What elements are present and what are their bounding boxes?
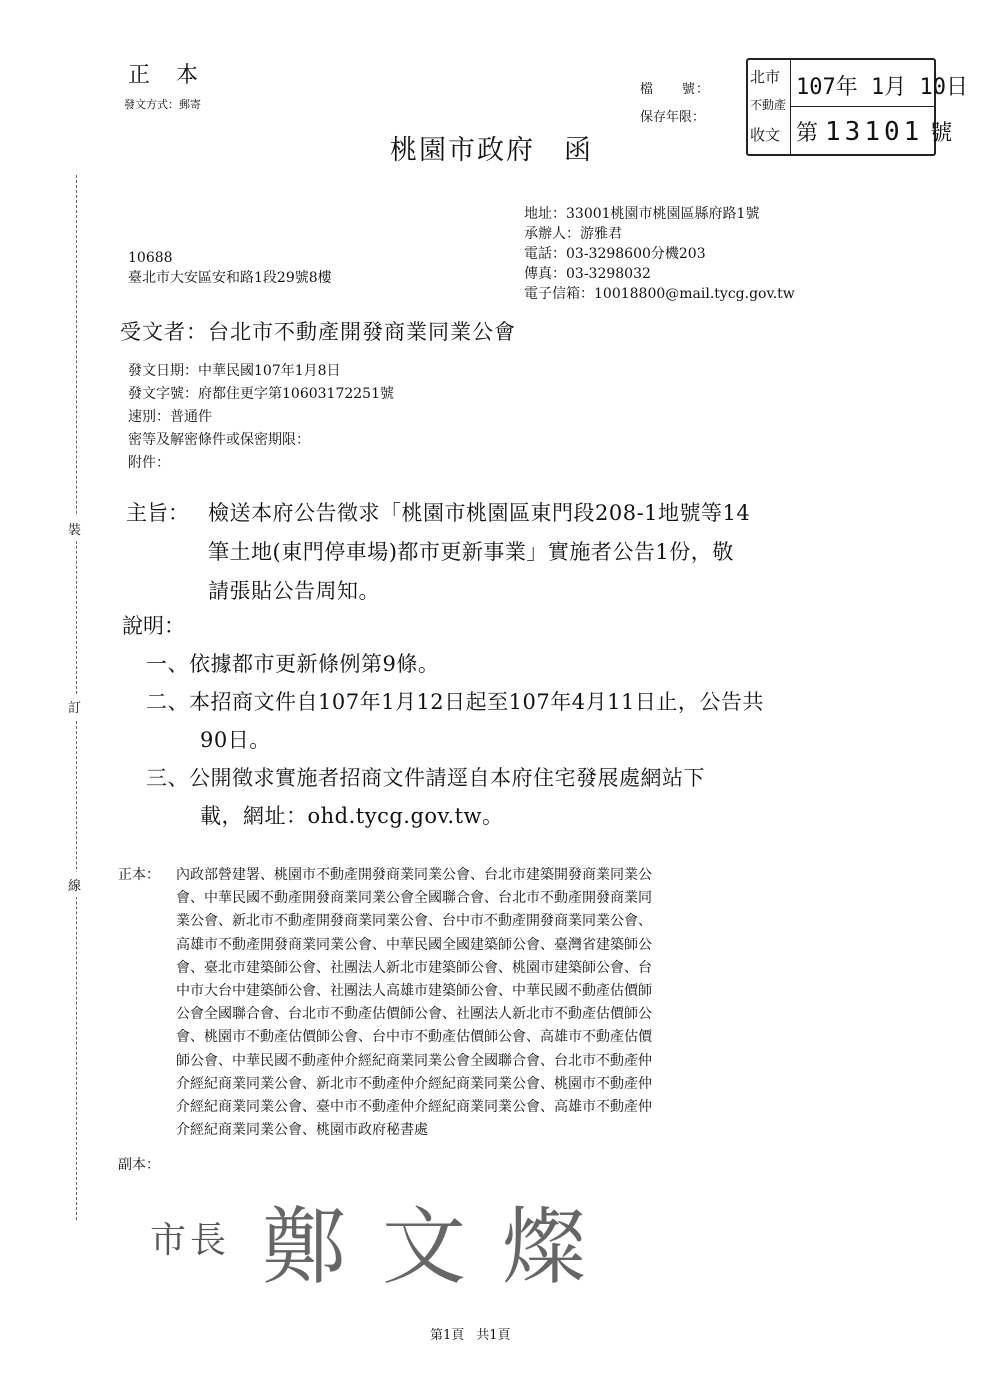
stamp-number: 13101 xyxy=(825,117,924,147)
distribution-line: 介經紀商業同業公會、新北市不動產仲介經紀商業同業公會、桃園市不動產仲 xyxy=(176,1075,652,1092)
distribution-line: 會、中華民國不動產開發商業同業公會全國聯合會、台北市不動產開發商業同 xyxy=(176,890,652,907)
explanation-item: 一、依據都市更新條例第9條。 xyxy=(146,652,440,676)
retention-period-label: 保存年限： xyxy=(640,110,706,125)
stamp-org-column xyxy=(748,60,791,154)
distribution-line: 業公會、新北市不動產開發商業同業公會、台中市不動產開發商業同業公會、 xyxy=(176,913,652,930)
recipient-mailing-address xyxy=(128,248,332,288)
stamp-number-row xyxy=(796,116,952,147)
send-method: 發文方式：郵寄 xyxy=(124,98,201,111)
distribution-line: 介經紀商業同業公會、桃園市政府秘書處 xyxy=(176,1122,428,1139)
distribution-line: 中市大台中建築師公會、社團法人高雄市建築師公會、中華民國不動產估價師 xyxy=(176,983,652,999)
file-number-label: 檔 號： xyxy=(640,82,711,97)
stamp-number-prefix: 第 xyxy=(796,121,819,146)
stamp-org-line: 不動產 xyxy=(750,98,787,112)
explanation-label: 說明： xyxy=(122,614,185,638)
cc-label: 副本： xyxy=(118,1157,160,1173)
distribution-line: 師公會、中華民國不動產仲介經紀商業同業公會全國聯合會、台北市不動產仲 xyxy=(176,1052,652,1069)
subject-label: 主旨： xyxy=(126,501,189,525)
contact-phone: 電話：03-3298600分機203 xyxy=(524,246,706,262)
distribution-line: 公會全國聯合會、台北市不動產估價師公會、社團法人新北市不動產估價師公 xyxy=(176,1006,652,1023)
attachments: 附件： xyxy=(128,455,170,471)
document-title: 桃園市政府 函 xyxy=(390,135,593,166)
explanation-item: 二、本招商文件自107年1月12日起至107年4月11日止，公告共 xyxy=(146,690,764,714)
distribution-label: 正本： xyxy=(118,867,160,883)
binding-mark-ding: 訂 xyxy=(68,694,81,719)
distribution-line: 介經紀商業同業公會、臺中市不動產仲介經紀商業同業公會、高雄市不動產仲 xyxy=(176,1099,652,1115)
explanation-item-continued: 90日。 xyxy=(200,728,271,752)
subject-line: 請張貼公告周知。 xyxy=(208,579,380,603)
stamp-date: 107年 1月 10日 xyxy=(796,75,968,100)
subject-line: 檢送本府公告徵求「桃園市桃園區東門段208-1地號等14 xyxy=(208,501,751,525)
explanation-item: 三、公開徵求實施者招商文件請逕自本府住宅發展處網站下 xyxy=(146,766,705,790)
distribution-line: 高雄市不動產開發商業同業公會、中華民國全國建築師公會、臺灣省建築師公 xyxy=(176,936,652,953)
contact-officer: 承辦人：游雅君 xyxy=(524,226,622,242)
stamp-org-line: 收文 xyxy=(750,126,781,144)
contact-address: 地址：33001桃園市桃園區縣府路1號 xyxy=(524,206,760,222)
distribution-line: 會、臺北市建築師公會、社團法人新北市建築師公會、桃園市建築師公會、台 xyxy=(176,959,652,976)
document-number: 發文字號：府都住更字第10603172251號 xyxy=(128,386,394,402)
sender-contact xyxy=(524,204,795,304)
distribution-line: 內政部營建署、桃園市不動產開發商業同業公會、台北市建築開發商業同業公 xyxy=(176,867,652,883)
copy-type: 正本 xyxy=(128,63,225,88)
stamp-org-line: 北市 xyxy=(750,68,781,86)
postal-code: 10688 xyxy=(128,250,173,266)
explanation-item-continued: 載，網址：ohd.tycg.gov.tw。 xyxy=(200,804,504,828)
distribution-line: 會、桃園市不動產估價師公會、台中市不動產估價師公會、高雄市不動產估價 xyxy=(176,1029,652,1046)
priority: 速別：普通件 xyxy=(128,409,212,425)
mayor-title: 市長 xyxy=(150,1220,231,1261)
receipt-stamp xyxy=(746,58,968,156)
street-address: 臺北市大安區安和路1段29號8樓 xyxy=(128,270,332,286)
recipient: 受文者：台北市不動產開發商業同業公會 xyxy=(120,320,516,344)
page-number xyxy=(430,1324,523,1343)
contact-email: 電子信箱：10018800@mail.tycg.gov.tw xyxy=(524,286,795,302)
stamp-divider xyxy=(790,106,934,107)
issue-date: 發文日期：中華民國107年1月8日 xyxy=(128,363,341,379)
subject-line: 筆土地(東門停車場)都市更新事業」實施者公告1份，敬 xyxy=(208,540,734,564)
page-current: 第1頁 xyxy=(430,1328,465,1343)
confidentiality: 密等及解密條件或保密期限： xyxy=(128,432,310,448)
stamp-number-suffix: 號 xyxy=(930,121,953,146)
contact-fax: 傳真：03-3298032 xyxy=(524,266,651,282)
document-meta xyxy=(128,360,394,475)
page-total: 共1頁 xyxy=(476,1328,511,1343)
mayor-signature: 鄭文燦 xyxy=(262,1198,623,1296)
binding-mark-zhuang: 裝 xyxy=(68,516,81,541)
binding-mark-xian: 線 xyxy=(68,872,81,897)
